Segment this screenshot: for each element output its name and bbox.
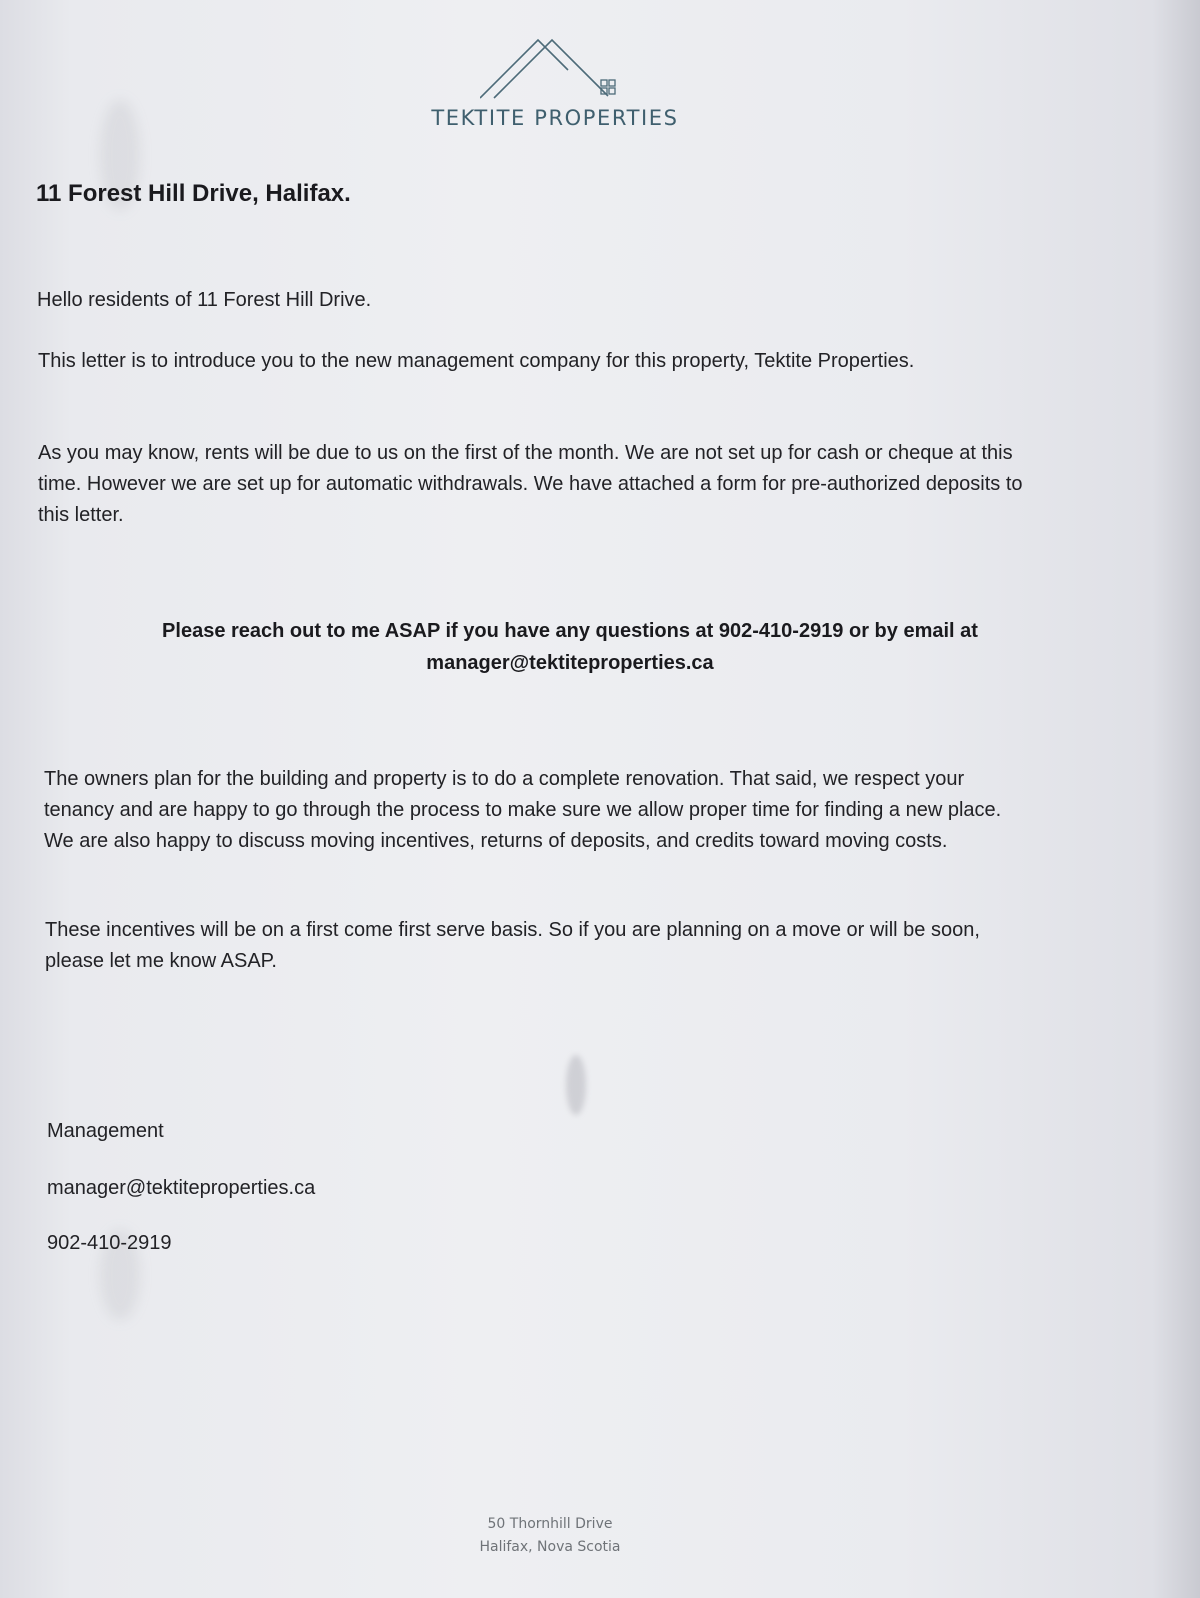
signature-email: manager@tektiteproperties.ca [47,1177,316,1199]
owners-plan-paragraph: The owners plan for the building and property is to do a complete renovation. That said, we respect your tenancy and are happy to go through the process to make sure we allow proper time for finding a new place. We are also happy to discuss moving incentives, returns of deposits, and credits toward moving costs. [44,768,1002,852]
footer-address-line: Halifax, Nova Scotia [479,1539,621,1555]
company-logo [410,38,700,134]
paper-smudge [566,1055,586,1115]
contact-notice [40,615,1100,679]
contact-notice-line: Please reach out to me ASAP if you have any questions at 902-410-2919 or by email at [162,620,978,642]
signature-phone: 902-410-2919 [47,1232,172,1254]
greeting-paragraph: Hello residents of 11 Forest Hill Drive. [37,289,372,311]
rent-paragraph: As you may know, rents will be due to us on the first of the month. We are not set up for cash or cheque at this time. However we are set up for automatic withdrawals. We have attached a form for pre-authorized deposits to this letter. [38,442,1023,526]
footer-address [400,1513,700,1559]
incentives-paragraph: These incentives will be on a first come first serve basis. So if you are planning on a move or will be soon, please let me know ASAP. [45,919,980,972]
intro-paragraph: This letter is to introduce you to the new management company for this property, Tektite Properties. [38,350,915,372]
contact-email: manager@tektiteproperties.ca [426,652,714,674]
house-roof-icon [480,38,630,108]
footer-address-line: 50 Thornhill Drive [487,1516,613,1532]
property-address-heading: 11 Forest Hill Drive, Halifax. [36,180,351,207]
company-name: TEKTITE PROPERTIES [431,106,679,130]
signature-name: Management [47,1120,164,1142]
